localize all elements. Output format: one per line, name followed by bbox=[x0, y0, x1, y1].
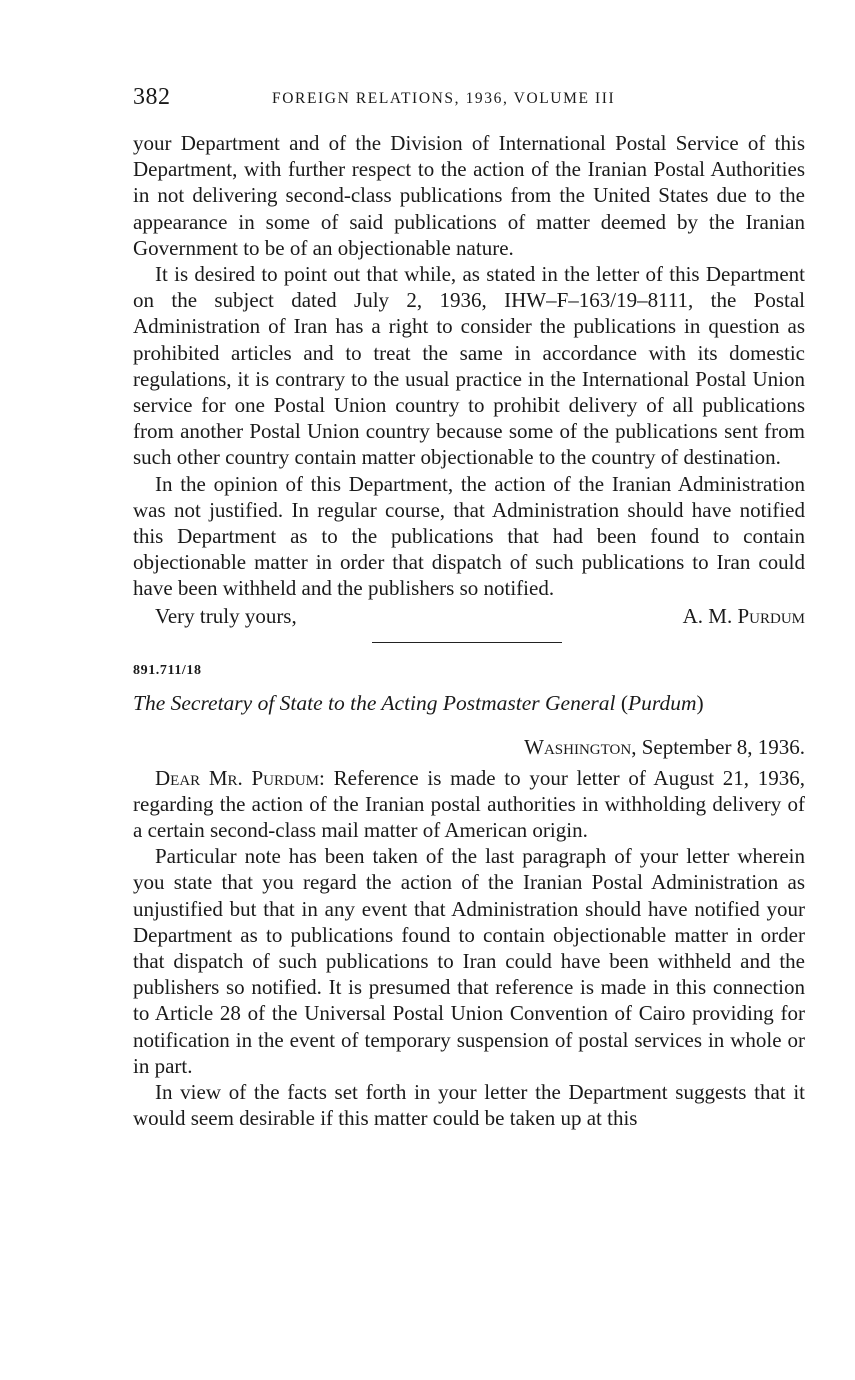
file-number: 891.711/18 bbox=[133, 662, 202, 678]
salutation-separator: : bbox=[319, 765, 334, 790]
document-heading bbox=[133, 689, 805, 717]
recipient-name: Purdum bbox=[628, 690, 697, 715]
paragraph: In view of the facts set forth in your letter the Department suggests that it would seem desirable if this matter could be taken up at this bbox=[133, 1080, 805, 1131]
dateline-place: Washington bbox=[524, 734, 632, 759]
paragraph: In the opinion of this Department, the action of the Iranian Administration was not justified. In regular course, that Administration should have notified this Department as to the publications that had been found to contain objectionable matter in order that dispatch of such publications to Iran could have been withheld and the publishers so notified. bbox=[133, 471, 805, 601]
running-title: FOREIGN RELATIONS, 1936, VOLUME III bbox=[272, 90, 616, 107]
heading-recipient: (Purdum) bbox=[620, 690, 704, 715]
section-divider bbox=[372, 642, 562, 643]
letter-closing bbox=[133, 603, 805, 630]
dateline-date: , September 8, 1936. bbox=[631, 734, 805, 759]
paragraph: your Department and of the Division of International Postal Service of this Department, with further respect to the action of the Iranian Postal Authorities in not delivering second-class publications from the United States due to the appearance in some of said publications of matter deemed by the Iranian Government to be of an objectionable nature. bbox=[133, 131, 805, 260]
letter-body bbox=[133, 765, 805, 1132]
dateline bbox=[133, 733, 805, 761]
document-page bbox=[133, 84, 805, 1132]
paragraph: It is desired to point out that while, as stated in the letter of this Department on the subject dated July 2, 1936, IHW–F–163/19–8111, the Postal Administration of Iran has a right to consider the publications in question as prohibited articles and to treat the same in accordance with its domestic regulations, it is contrary to the usual practice in the International Postal Union service for one Postal Union country to prohibit delivery of all publications from another Postal Union country because some of the publications sent from such other country contain matter objectionable to the country of destination. bbox=[133, 262, 805, 470]
paragraph-text: Reference is made to your letter of August 21, 1936, regarding the action of the Iranian postal authorities in withholding delivery of a certain second-class mail matter of American origin. bbox=[133, 765, 805, 843]
letter-continuation bbox=[133, 130, 805, 602]
paragraph bbox=[133, 765, 805, 844]
page-number: 382 bbox=[133, 84, 171, 110]
running-header bbox=[133, 84, 805, 116]
paragraph: Particular note has been taken of the last paragraph of your letter wherein you state that you regard the action of the Iranian Postal Administration as unjustified but that in any event that Administration should have notified your Department as to publications found to contain objectionable matter in order that dispatch of such publications to Iran could have been withheld and the publishers so notified. It is presumed that reference is made in this connection to Article 28 of the Universal Postal Union Convention of Cairo providing for notification in the event of temporary suspension of postal services in whole or in part. bbox=[133, 844, 805, 1078]
complimentary-close: Very truly yours, bbox=[155, 603, 297, 628]
signature: A. M. Purdum bbox=[682, 603, 805, 628]
heading-text: The Secretary of State to the Acting Postmaster General bbox=[133, 690, 616, 715]
salutation: Dear Mr. Purdum bbox=[155, 765, 320, 790]
